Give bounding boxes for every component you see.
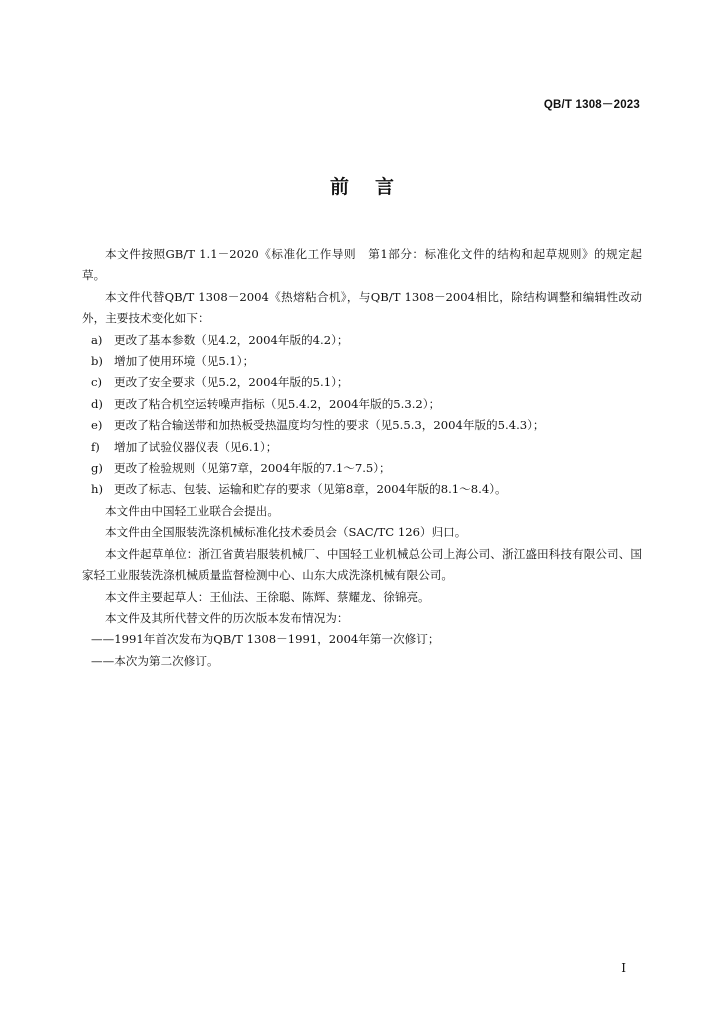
paragraph-history-intro: 本文件及其所代替文件的历次版本发布情况为： — [105, 610, 349, 625]
paragraph-drafting-units: 本文件起草单位：浙江省黄岩服装机械厂、中国轻工业机械总公司上海公司、浙江盛田科技有限公司、国家轻工业服装洗涤机械质量监督检测中心、山东大成洗涤机械有限公司。 — [82, 546, 642, 583]
list-item-tag: a) — [91, 332, 103, 347]
list-item — [82, 351, 642, 372]
list-item-text: 更改了标志、包装、运输和贮存的要求（见第8章，2004年版的8.1～8.4）。 — [114, 482, 507, 497]
list-item — [82, 437, 642, 458]
list-item-tag: d) — [91, 396, 103, 411]
list-item-tag: e) — [91, 418, 103, 433]
list-item-text: 更改了安全要求（见5.2，2004年版的5.1）； — [114, 375, 349, 390]
list-item — [82, 415, 642, 436]
standard-code: QB/T 1308－2023 — [543, 99, 640, 111]
foreword-body — [82, 244, 642, 672]
list-item — [82, 330, 642, 351]
paragraph-proposer: 本文件由中国轻工业联合会提出。 — [105, 503, 279, 518]
list-item — [82, 394, 642, 415]
page-title: 前言 — [329, 176, 420, 198]
list-item — [82, 479, 642, 500]
list-item-text: 更改了检验规则（见第7章，2004年版的7.1～7.5）； — [114, 461, 391, 476]
paragraph-committee: 本文件由全国服装洗涤机械标准化技术委员会（SAC/TC 126）归口。 — [105, 525, 467, 540]
list-item-tag: b) — [91, 354, 103, 369]
changes-list — [82, 330, 642, 501]
history-item: ——本次为第二次修订。 — [91, 653, 219, 668]
history-list — [82, 629, 642, 672]
paragraph-drafting-basis: 本文件按照GB/T 1.1－2020《标准化工作导则 第1部分：标准化文件的结构和起草规则》的规定起草。 — [82, 247, 642, 283]
list-item-tag: g) — [91, 461, 103, 476]
page-number: I — [621, 961, 626, 975]
list-item-text: 增加了使用环境（见5.1）； — [114, 354, 255, 369]
list-item-tag: h) — [91, 482, 103, 497]
list-item — [82, 372, 642, 393]
list-item-text: 更改了基本参数（见4.2，2004年版的4.2）； — [114, 332, 349, 347]
list-item — [82, 458, 642, 479]
list-item-text: 更改了粘合机空运转噪声指标（见5.4.2，2004年版的5.3.2）； — [114, 396, 441, 411]
list-item-text: 增加了试验仪器仪表（见6.1）； — [114, 439, 278, 454]
paragraph-drafters: 本文件主要起草人：王仙法、王徐聪、陈辉、蔡耀龙、徐锦亮。 — [105, 589, 430, 604]
list-item-tag: c) — [91, 375, 103, 390]
paragraph-replacement: 本文件代替QB/T 1308－2004《热熔粘合机》，与QB/T 1308－2004相比，除结构调整和编辑性改动外，主要技术变化如下： — [82, 289, 642, 326]
history-item: ——1991年首次发布为QB/T 1308－1991，2004年第一次修订； — [91, 632, 440, 647]
list-item-text: 更改了粘合输送带和加热板受热温度均匀性的要求（见5.5.3，2004年版的5.4.3）； — [114, 418, 545, 433]
list-item-tag: f) — [91, 439, 100, 454]
